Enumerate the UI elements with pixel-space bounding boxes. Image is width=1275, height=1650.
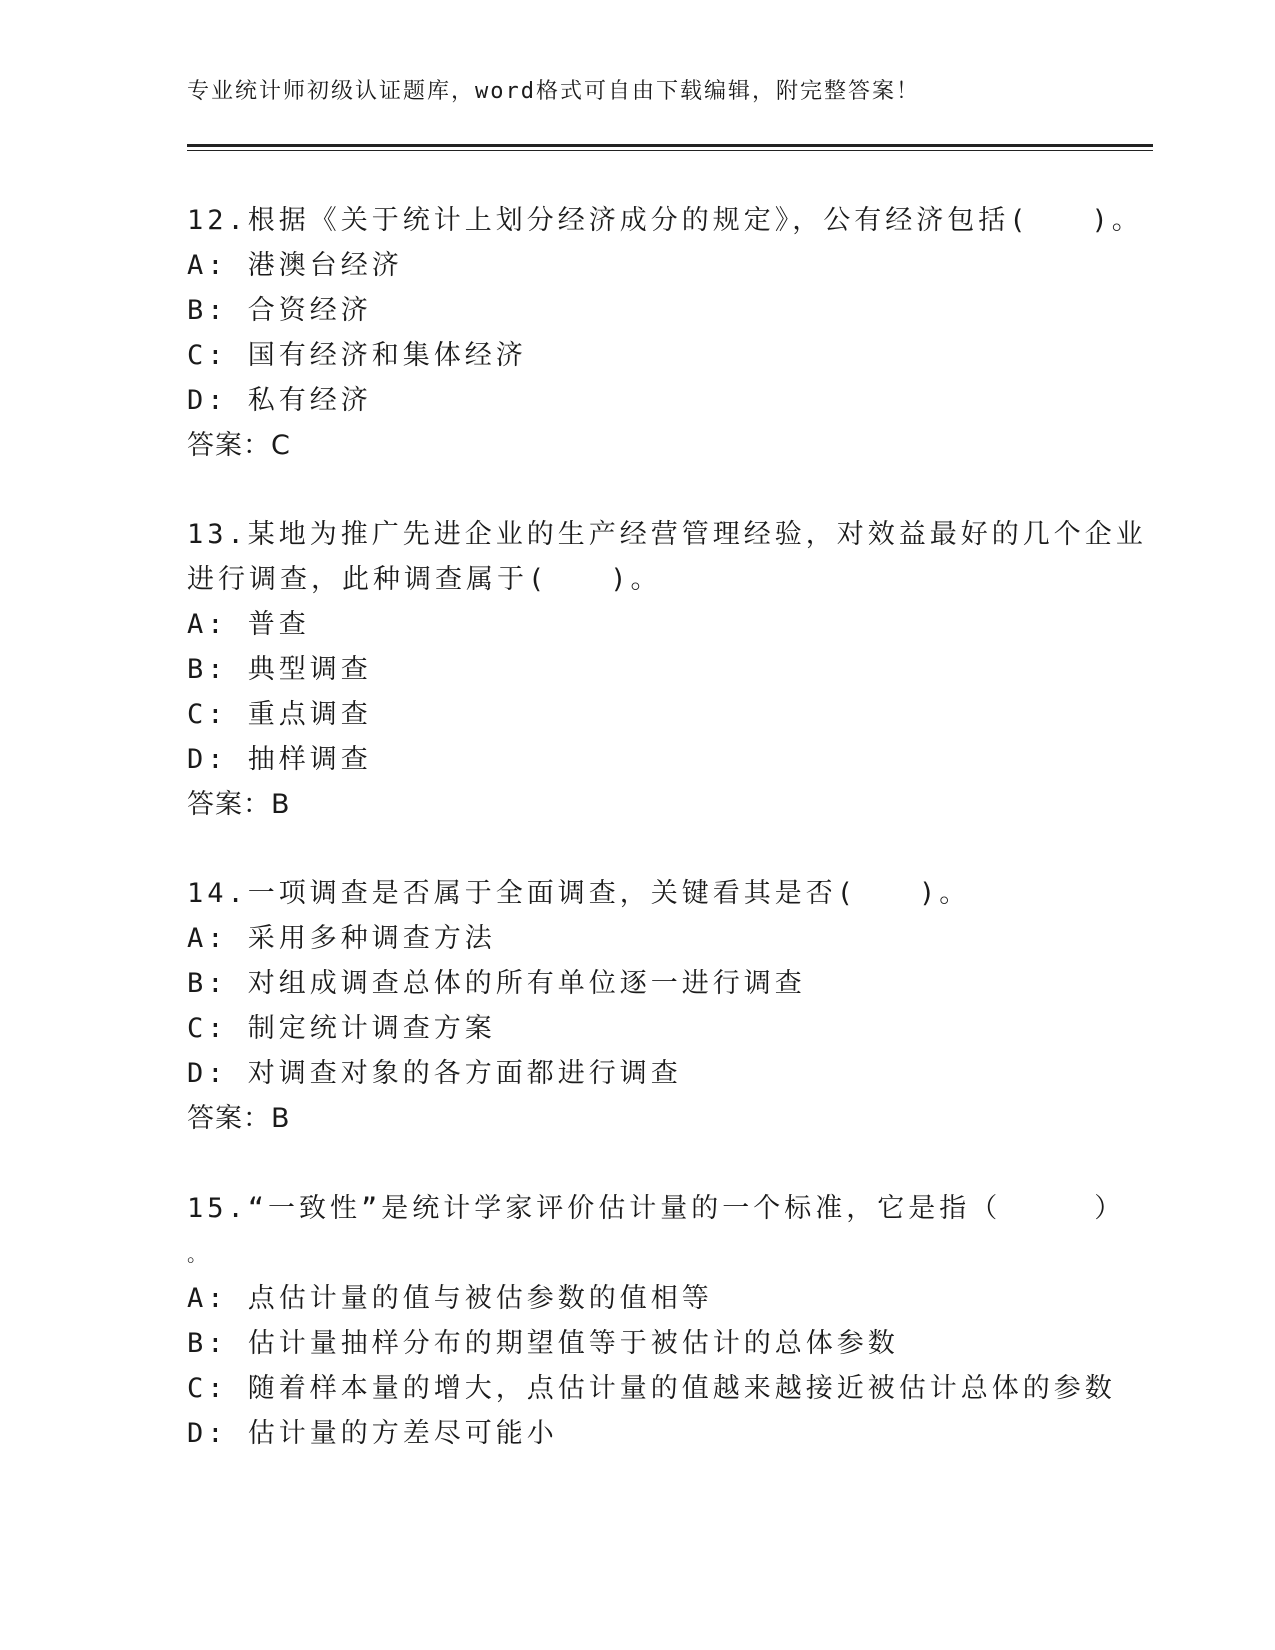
question-14-option-b: B: 对组成调查总体的所有单位逐一进行调查: [187, 968, 806, 999]
question-14-stem: 14.一项调查是否属于全面调查，关键看其是否( )。: [187, 878, 971, 909]
question-15-stem-line-2: 。: [187, 1242, 211, 1266]
question-14-option-c: C: 制定统计调查方案: [187, 1013, 496, 1044]
question-15-option-d: D: 估计量的方差尽可能小: [187, 1418, 558, 1449]
question-14-option-a: A: 采用多种调查方法: [187, 923, 496, 954]
question-15-stem-line-1: 15.“一致性”是统计学家评价估计量的一个标准，它是指（ ）: [187, 1193, 1126, 1224]
question-14-option-d: D: 对调查对象的各方面都进行调查: [187, 1058, 682, 1089]
question-13-stem-line-1: 13.某地为推广先进企业的生产经营管理经验，对效益最好的几个企业: [187, 519, 1147, 550]
question-15-option-b: B: 估计量抽样分布的期望值等于被估计的总体参数: [187, 1328, 899, 1359]
question-13-answer: 答案：B: [187, 789, 291, 820]
header-rule-thick: [187, 144, 1153, 147]
question-13-option-a: A: 普查: [187, 609, 310, 640]
question-13-option-c: C: 重点调查: [187, 699, 372, 730]
question-13-option-d: D: 抽样调查: [187, 744, 372, 775]
question-15-option-c: C: 随着样本量的增大，点估计量的值越来越接近被估计总体的参数: [187, 1373, 1116, 1404]
question-12-option-d: D: 私有经济: [187, 385, 372, 416]
header-rule-thin: [187, 150, 1153, 151]
question-15-option-a: A: 点估计量的值与被估参数的值相等: [187, 1283, 713, 1314]
question-14-answer: 答案：B: [187, 1103, 291, 1134]
question-12-stem: 12.根据《关于统计上划分经济成分的规定》，公有经济包括( )。: [187, 205, 1143, 236]
question-12-option-a: A: 港澳台经济: [187, 250, 403, 281]
question-12-option-c: C: 国有经济和集体经济: [187, 340, 527, 371]
question-12-option-b: B: 合资经济: [187, 295, 372, 326]
question-13-option-b: B: 典型调查: [187, 654, 372, 685]
question-13-stem-line-2: 进行调查，此种调查属于( )。: [187, 564, 662, 595]
question-12-answer: 答案：C: [187, 430, 291, 461]
page-header: 专业统计师初级认证题库，word格式可自由下载编辑，附完整答案！: [187, 79, 920, 104]
